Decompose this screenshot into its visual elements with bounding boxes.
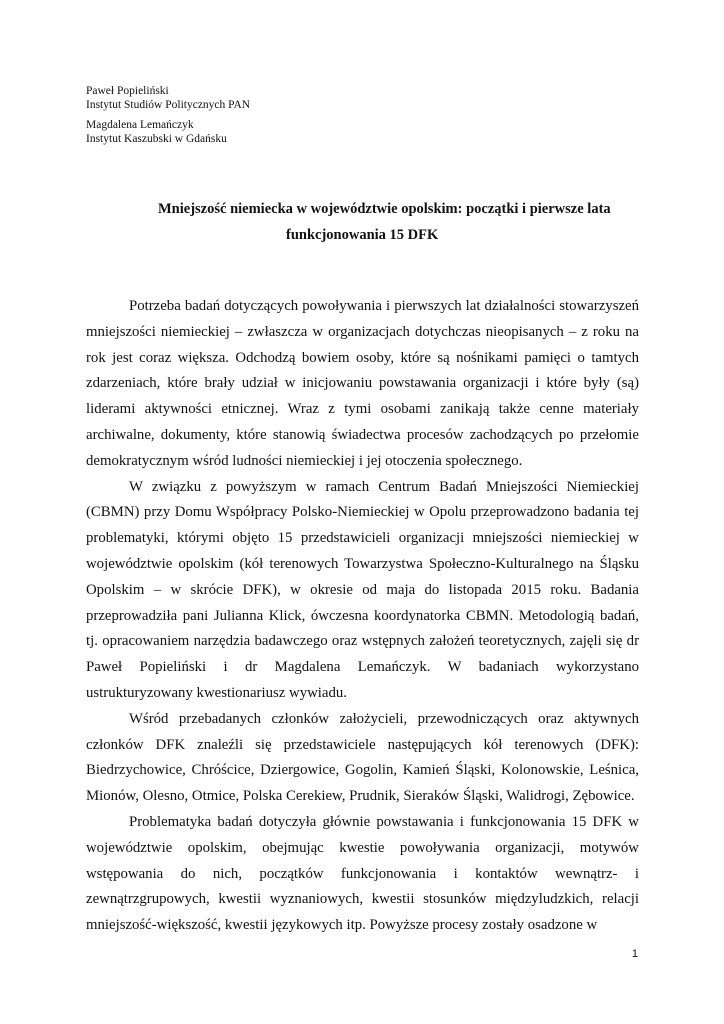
- paragraph: Potrzeba badań dotyczących powoływania i pierwszych lat działalności stowarzyszeń mniejszości niemieckiej – zwłaszcza w organizacjach dotychczas nieopisanych – z roku na rok jest coraz większa. Odchodzą bowiem osoby, które są nośnikami pamięci o tamtych zdarzeniach, które brały udział w inicjowaniu powstawania organizacji i które były (są) liderami aktywności etnicznej. Wraz z tymi osobami zanikają także cenne materiały archiwalne, dokumenty, które stanowią świadectwa procesów zachodzących po przełomie demokratycznym wśród ludności niemieckiej i jej otoczenia społecznego.: [86, 298, 639, 469]
- paragraph: W związku z powyższym w ramach Centrum Badań Mniejszości Niemieckiej (CBMN) przy Domu Współpracy Polsko-Niemieckiej w Opolu przeprowadzono badania tej problematyki, którymi objęto 15 przedstawicieli organizacji mniejszości niemieckiej w województwie opolskim (kół terenowych Towarzystwa Społeczno-Kulturalnego na Śląsku Opolskim – w skrócie DFK), w okresie od maja do listopada 2015 roku. Badania przeprowadziła pani Julianna Klick, ówczesna koordynatorka CBMN. Metodologią badań, tj. opracowaniem narzędzia badawczego oraz wstępnych założeń teoretycznych, zajęli się dr Paweł Popieliński i dr Magdalena Lemańczyk. W badaniach wykorzystano ustrukturyzowany kwestionariusz wywiadu.: [86, 478, 639, 701]
- author-1: [86, 84, 250, 112]
- body-text: [86, 294, 639, 939]
- author-name: Paweł Popieliński: [86, 85, 169, 97]
- title-line-1: Mniejszość niemiecka w województwie opolskim: początki i pierwsze lata: [158, 201, 611, 217]
- author-affiliation: Instytut Studiów Politycznych PAN: [86, 99, 251, 111]
- author-name: Magdalena Lemańczyk: [86, 119, 194, 131]
- paragraph: Wśród przebadanych członków założycieli, przewodniczących oraz aktywnych członków DFK znaleźli się przedstawiciele następujących kół terenowych (DFK): Biedrzychowice, Chróścice, Dziergowice, Gogolin, Kamień Śląski, Kolonowskie, Leśnica, Mionów, Olesno, Otmice, Polska Cerekiew, Prudnik, Sieraków Śląski, Walidrogi, Zębowice.: [86, 710, 639, 805]
- paragraph: Problematyka badań dotyczyła głównie powstawania i funkcjonowania 15 DFK w województwie opolskim, obejmując kwestie powoływania organizacji, motywów wstępowania do nich, początków funkcjonowania i kontaktów wewnątrz- i zewnątrzgrupowych, kwestii wyznaniowych, kwestii stosunków międzyludzkich, relacji mniejszość-większość, kwestii językowych itp. Powyższe procesy zostały osadzone w: [86, 813, 639, 934]
- title-line-2: funkcjonowania 15 DFK: [286, 227, 439, 243]
- page-number: 1: [631, 948, 638, 960]
- author-affiliation: Instytut Kaszubski w Gdańsku: [86, 133, 227, 145]
- author-2: [86, 118, 250, 146]
- author-block: [86, 84, 250, 152]
- document-title: [86, 196, 644, 248]
